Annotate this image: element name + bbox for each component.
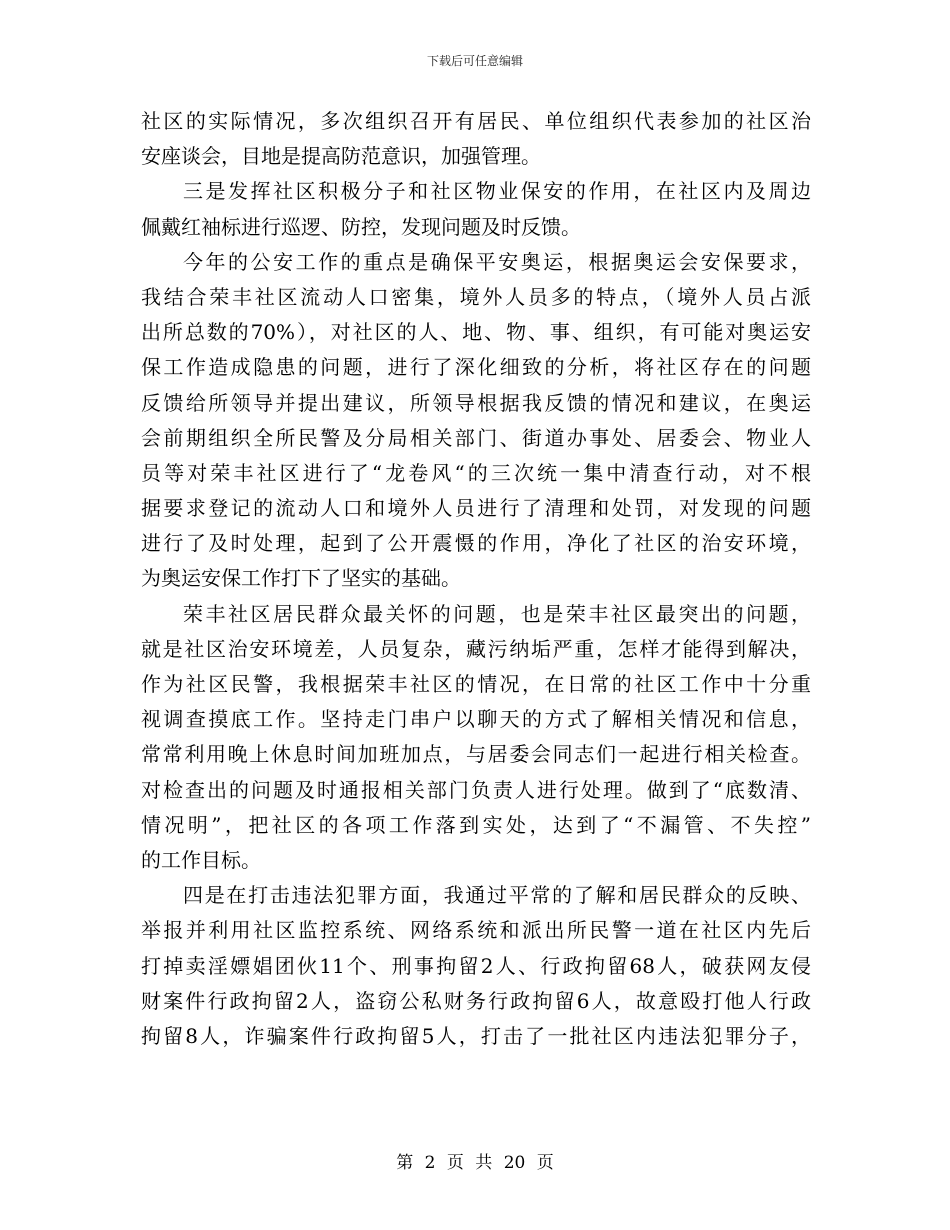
text-line: 反馈给所领导并提出建议，所领导根据我反馈的情况和建议，在奥运 [141, 390, 811, 415]
text-line: 会前期组织全所民警及分局相关部门、街道办事处、居委会、物业人 [141, 425, 811, 450]
text-line: 三是发挥社区积极分子和社区物业保安的作用，在社区内及周边 [183, 179, 811, 204]
text-line: 安座谈会，目地是提高防范意识，加强管理。 [141, 144, 541, 169]
text-line: 拘留8人，诈骗案件行政拘留5人，打击了一批社区内违法犯罪分子， [141, 1023, 811, 1048]
text-line: 情况明”，把社区的各项工作落到实处，达到了“不漏管、不失控” [141, 812, 811, 837]
page-header-note: 下载后可任意编辑 [426, 54, 523, 68]
text-line: 今年的公安工作的重点是确保平安奥运，根据奥运会安保要求， [183, 249, 811, 274]
text-line: 为奥运安保工作打下了坚实的基础。 [141, 566, 461, 591]
text-line: 员等对荣丰社区进行了“龙卷风“的三次统一集中清查行动，对不根 [141, 460, 811, 485]
text-line: 据要求登记的流动人口和境外人员进行了清理和处罚，对发现的问题 [141, 496, 811, 521]
text-line: 作为社区民警，我根据荣丰社区的情况，在日常的社区工作中十分重 [141, 672, 811, 696]
text-line: 出所总数的70%），对社区的人、地、物、事、组织，有可能对奥运安 [141, 320, 811, 345]
text-line: 荣丰社区居民群众最关怀的问题，也是荣丰社区最突出的问题， [183, 601, 811, 626]
text-line: 就是社区治安环境差，人员复杂，藏污纳垢严重，怎样才能得到解决， [141, 636, 811, 661]
text-line: 对检查出的问题及时通报相关部门负责人进行处理。做到了“底数清、 [141, 777, 811, 802]
text-line: 视调查摸底工作。坚持走门串户以聊天的方式了解相关情况和信息， [141, 707, 811, 732]
text-line: 四是在打击违法犯罪方面，我通过平常的了解和居民群众的反映、 [183, 883, 811, 908]
text-line: 进行了及时处理，起到了公开震慑的作用，净化了社区的治安环境， [141, 531, 811, 556]
text-line: 举报并利用社区监控系统、网络系统和派出所民警一道在社区内先后 [141, 918, 811, 943]
text-line: 打掉卖淫嫖娼团伙11个、刑事拘留2人、行政拘留68人，破获网友侵 [141, 953, 811, 978]
text-line: 社区的实际情况，多次组织召开有居民、单位组织代表参加的社区治 [141, 109, 811, 133]
text-line: 财案件行政拘留2人，盗窃公私财务行政拘留6人，故意殴打他人行政 [141, 988, 811, 1013]
text-line: 常常利用晚上休息时间加班加点，与居委会同志们一起进行相关检查。 [141, 742, 811, 767]
text-line: 我结合荣丰社区流动人口密集，境外人员多的特点，（境外人员占派 [141, 284, 811, 309]
document-body [141, 104, 811, 1054]
text-line: 佩戴红袖标进行巡逻、防控，发现问题及时反馈。 [141, 214, 581, 239]
text-line: 保工作造成隐患的问题，进行了深化细致的分析，将社区存在的问题 [141, 355, 811, 380]
page-number: 第 2 页 共 20 页 [396, 1153, 554, 1173]
text-line: 的工作目标。 [141, 847, 261, 872]
